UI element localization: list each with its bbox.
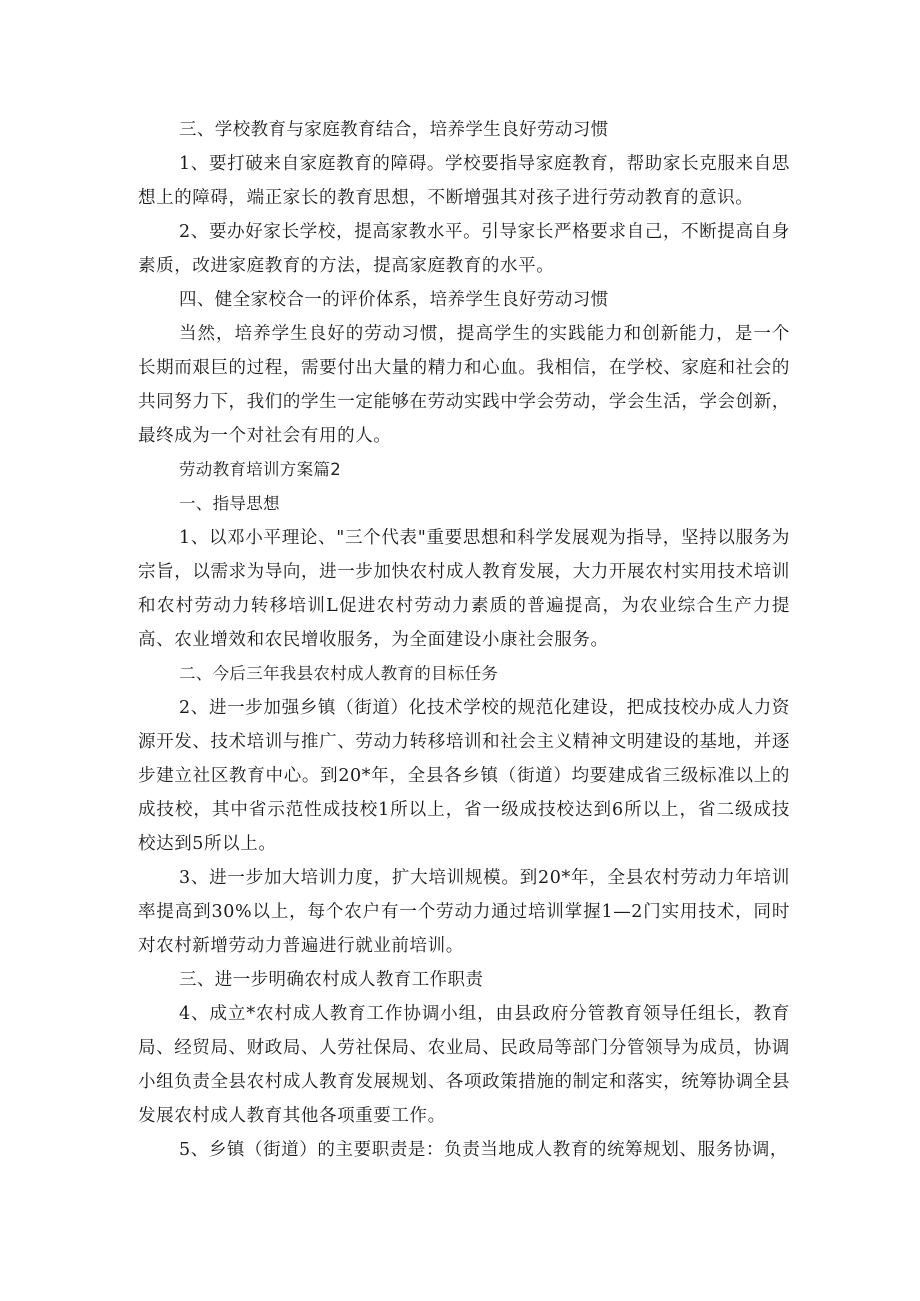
paragraph-item-target-3: 3、进一步加大培训力度，扩大培训规模。到20*年，全县农村劳动力年培训率提高到30%以上，每个农户有一个劳动力通过培训掌握1—2门实用技术，同时对农村新增劳动力普遍进行就业前培训。 [138, 868, 790, 956]
paragraph-conclusion: 当然，培养学生良好的劳动习惯，提高学生的实践能力和创新能力，是一个长期而艰巨的过程，需要付出大量的精力和心血。我相信，在学校、家庭和社会的共同努力下，我们的学生一定能够在劳动实践中学会劳动，学会生活，学会创新，最终成为一个对社会有用的人。 [138, 324, 790, 446]
document-subtitle: 劳动教育培训方案篇2 [179, 460, 341, 479]
paragraph-item-2: 2、要办好家长学校，提高家教水平。引导家长严格要求自己，不断提高自身素质，改进家庭教育的方法，提高家庭教育的水平。 [138, 222, 790, 276]
section-heading-duties: 三、进一步明确农村成人教育工作职责 [179, 970, 484, 990]
section-heading-targets: 二、今后三年我县农村成人教育的目标任务 [179, 664, 499, 683]
paragraph-item-duty-4: 4、成立*农村成人教育工作协调小组，由县政府分管教育领导任组长，教育局、经贸局、财政局、人劳社保局、农业局、民政局等部门分管领导为成员，协调小组负责全县农村成人教育发展规划、各项政策措施的制定和落实，统筹协调全县发展农村成人教育其他各项重要工作。 [138, 1004, 790, 1126]
section-heading-guiding-thought: 一、指导思想 [179, 494, 280, 513]
paragraph-item-target-2: 2、进一步加强乡镇（街道）化技术学校的规范化建设，把成技校办成人力资源开发、技术培训与推广、劳动力转移培训和社会主义精神文明建设的基地，并逐步建立社区教育中心。到20*年，全县各乡镇（街道）均要建成省三级标准以上的成技校，其中省示范性成技校1所以上，省一级成技校达到6所以上，省二级成技校达到5所以上。 [138, 698, 790, 854]
paragraph-item-duty-5: 5、乡镇（街道）的主要职责是：负责当地成人教育的统筹规划、服务协调， [179, 1140, 789, 1160]
section-heading-3: 三、学校教育与家庭教育结合，培养学生良好劳动习惯 [179, 120, 609, 140]
paragraph-item-guiding-1: 1、以邓小平理论、"三个代表"重要思想和科学发展观为指导，坚持以服务为宗旨，以需求为导向，进一步加快农村成人教育发展，大力开展农村实用技术培训和农村劳动力转移培训L促进农村劳动力素质的普遍提高，为农业综合生产力提高、农业增效和农民增收服务，为全面建设小康社会服务。 [138, 528, 790, 650]
section-heading-4: 四、健全家校合一的评价体系，培养学生良好劳动习惯 [179, 290, 609, 310]
paragraph-item-1: 1、要打破来自家庭教育的障碍。学校要指导家庭教育，帮助家长克服来自思想上的障碍，端正家长的教育思想，不断增强其对孩子进行劳动教育的意识。 [138, 154, 790, 208]
